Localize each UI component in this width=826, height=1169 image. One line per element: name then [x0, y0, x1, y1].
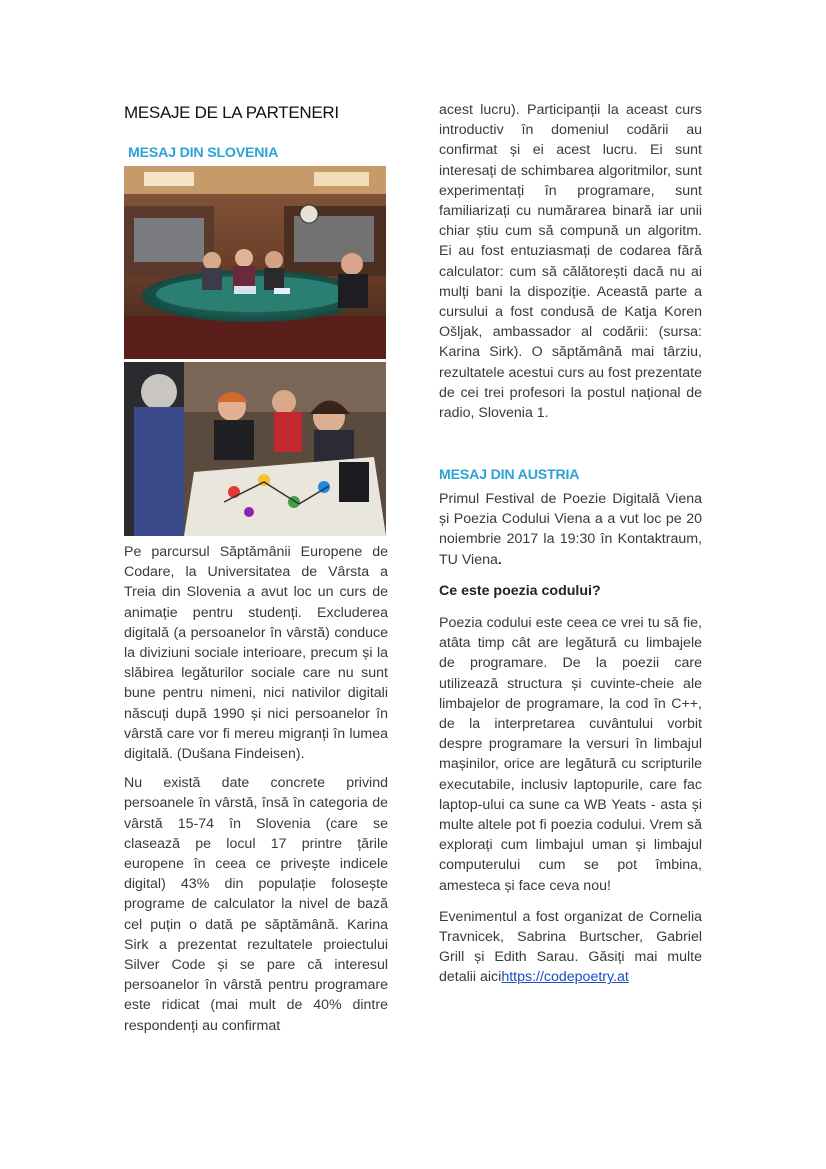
right-column — [439, 100, 702, 432]
page-title: MESAJE DE LA PARTENERI — [124, 103, 339, 122]
section-heading-austria: MESAJ DIN AUSTRIA — [439, 467, 580, 483]
austria-paragraph-2-text: Evenimentul a fost organizat de Cornelia Travnicek, Sabrina Burtscher, Gabriel Grill și Edith Sarau. Găsiți mai multe detalii aici — [439, 908, 702, 986]
coding-workshop-photo — [124, 362, 386, 536]
austria-intro-text: Primul Festival de Poezie Digitală Viena și Poezia Codului Viena a a vut loc pe 20 noiembrie 2017 la 19:30 în Kontaktraum, TU Viena — [439, 491, 702, 568]
workshop-illustration — [124, 362, 386, 536]
radio-studio-photo — [124, 166, 386, 359]
slovenia-paragraph-2-continued: acest lucru). Participanții la aceast curs introductiv în domeniul codării au confirmat și ei acest lucru. Ei sunt interesați de schimbarea algoritmilor, sunt experimentați în programare, sunt familiarizați cu numărarea binară iar unii chiar știu cum să compună un algoritm. Ei au fost entuziasmați de codarea fără calculator: cum să călătorești dacă nu ai mulți bani la dispoziție. Această parte a cursului a fost condusă de Katja Koren Ošljak, ambassador al codării: (sursa: Karina Sirk). O săptămână mai târziu, rezultatele acestui curs au fost prezentate de cei trei profesori la postul național de radio, Slovenia 1. — [439, 102, 702, 422]
codepoetry-link[interactable]: https://codepoetry.at — [501, 969, 629, 986]
slovenia-paragraph-2: Nu există date concrete privind persoanele în vârstă, însă în categoria de vârstă 15-74 în Slovenia (care se clasează pe locul 17 printre țările europene în ceea ce privește indicele digital) 43% din populație folosește programe de calculator la nivel de bază cel puțin o dată pe săptămână. Karina Sirk a prezentat rezultatele proiectului Silver Code și se pare că interesul persoanelor în vârstă pentru programare este ridicat (mai mult de 40% dintre respondenți au confirmat — [124, 775, 388, 1034]
austria-paragraph-1: Poezia codului este ceea ce vrei tu să fie, atâta timp cât are legătură cu limbajele de programare. De la poezii care utilizează structura și cuvinte-cheie ale limbajelor de programare, la cod în C++, de la interpretarea cuvântului vorbit despre programare la versuri în limbajul mașinilor, orice are legătură cu scripturile executabile, inclusiv laptopurile, care fac laptop-ului ca sune ca WB Yeats - asta și multe altele pot fi poezia codului. Vrem să explorați cum limbajul uman și limbajul computerului cum se pot îmbina, amesteca și face ceva nou! — [439, 615, 702, 894]
austria-subheading: Ce este poezia codului? — [439, 582, 601, 599]
austria-body — [439, 489, 702, 999]
slovenia-paragraph-1: Pe parcursul Săptămânii Europene de Codare, la Universitatea de Vârsta a Treia din Slovenia a avut loc un curs de animație pentru studenți. Excluderea digitală (a persoanelor în vârstă) conduce la diviziuni sociale interioare, precum și la slăbirea legăturilor sociale care nu sunt bune pentru nimeni, nici nativilor digitali născuți după 1990 și nici persoanelor în vârstă care vor fi mereu migranți în lumea digitală. (Dušana Findeisen). — [124, 544, 388, 763]
section-heading-slovenia: MESAJ DIN SLOVENIA — [128, 145, 279, 161]
austria-intro-period: . — [497, 551, 502, 568]
left-column — [124, 542, 388, 1045]
austria-paragraph-2 — [439, 907, 702, 988]
austria-intro — [439, 489, 702, 570]
radio-studio-illustration — [124, 166, 386, 359]
